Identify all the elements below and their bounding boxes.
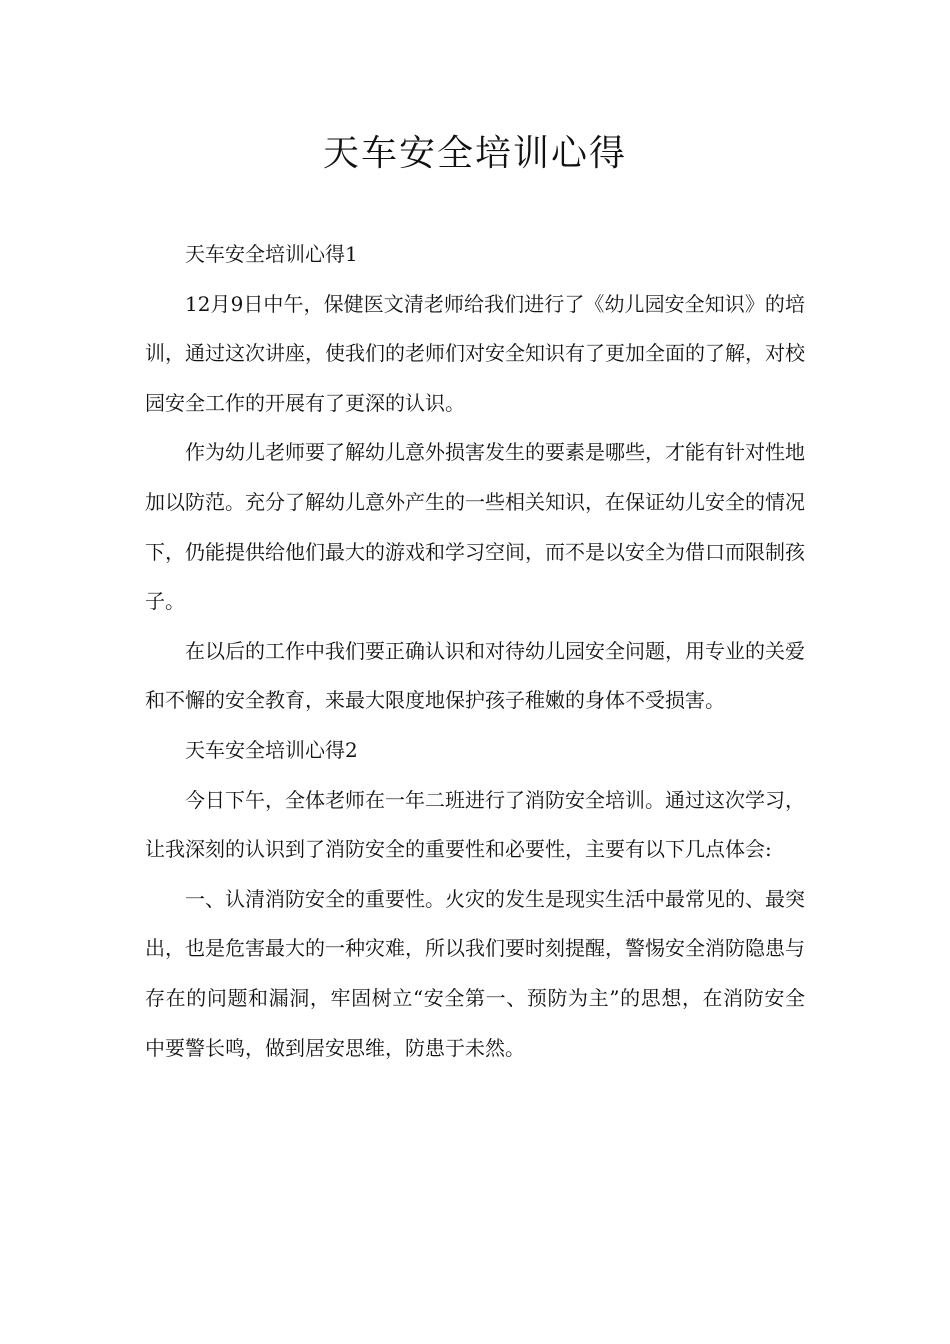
document-title: 天车安全培训心得 (322, 133, 627, 174)
section-heading: 天车安全培训心得2 (185, 737, 358, 762)
paragraph: 在以后的工作中我们要正确认识和对待幼儿园安全问题，用专业的关爱和不懈的安全教育，来最大限度地保护孩子稚嫩的身体不受损害。 (145, 638, 805, 713)
paragraph: 12月9日中午，保健医文清老师给我们进行了《幼儿园安全知识》的培训，通过这次讲座，使我们的老师们对安全知识有了更加全面的了解，对校园安全工作的开展有了更深的认识。 (145, 291, 805, 415)
paragraph: 作为幼儿老师要了解幼儿意外损害发生的要素是哪些，才能有针对性地加以防范。充分了解幼儿意外产生的一些相关知识，在保证幼儿安全的情况下，仍能提供给他们最大的游戏和学习空间，而不是以安全为借口而限制孩子。 (145, 440, 805, 614)
document-body (145, 230, 805, 1073)
paragraph: 今日下午，全体老师在一年二班进行了消防安全培训。通过这次学习，让我深刻的认识到了消防安全的重要性和必要性，主要有以下几点体会: (145, 787, 805, 862)
section-heading: 天车安全培训心得1 (185, 242, 358, 266)
paragraph: 一、认清消防安全的重要性。火灾的发生是现实生活中最常见的、最突出，也是危害最大的一种灾难，所以我们要时刻提醒，警惕安全消防隐患与存在的问题和漏洞，牢固树立“安全第一、预防为主”的思想，在消防安全中要警长鸣，做到居安思维，防患于未然。 (145, 886, 805, 1060)
